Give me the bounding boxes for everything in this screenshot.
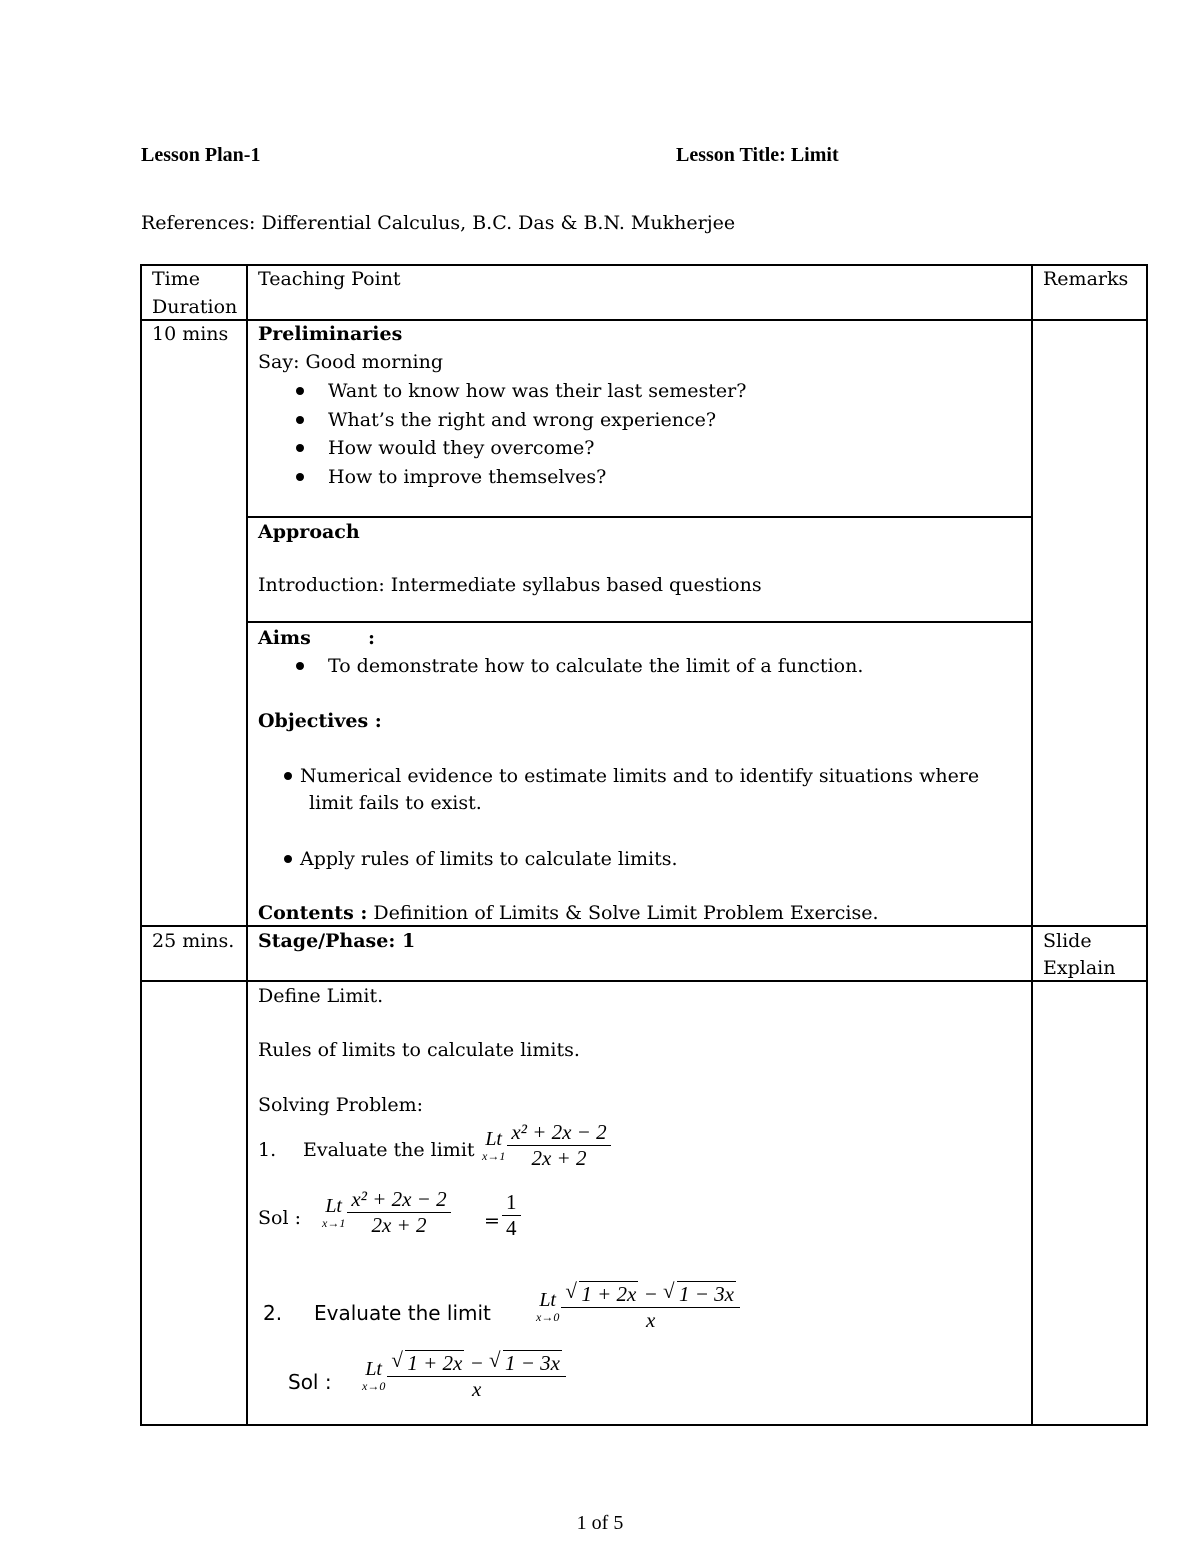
list-item: Apply rules of limits to calculate limits. <box>300 845 678 874</box>
problem1-expression: Lt x→1 $\frac{\text{x² + 2x − 2}}{2x + 2}$ <box>482 1120 611 1171</box>
list-item: How to improve themselves? <box>328 463 746 492</box>
row2-time: 25 mins. <box>152 930 235 952</box>
problem2-text: Evaluate the limit <box>314 1301 491 1325</box>
preliminaries-title: Preliminaries <box>258 323 403 345</box>
list-item: Numerical evidence to estimate limits and to identify situations where <box>300 762 979 791</box>
rules-limits: Rules of limits to calculate limits. <box>258 1039 580 1061</box>
aims-title: Aims <box>258 627 311 649</box>
problem1-solution-expression: Lt x→1 $\frac{\text{x² + 2x − 2}}{2x + 2}$ <box>322 1187 451 1238</box>
solving-problem: Solving Problem: <box>258 1094 423 1116</box>
problem1-number: 1. <box>258 1139 277 1161</box>
problem2-number: 2. <box>263 1301 283 1325</box>
row1-time: 10 mins <box>152 323 229 345</box>
header-time: Time <box>152 268 201 290</box>
problem1-sol-label: Sol : <box>258 1207 301 1229</box>
list-item: Want to know how was their last semester? <box>328 377 746 406</box>
header-teaching-point: Teaching Point <box>258 268 401 290</box>
approach-intro: Introduction: Intermediate syllabus based questions <box>258 574 762 596</box>
references: References: Differential Calculus, B.C. Das & B.N. Mukherjee <box>141 212 736 234</box>
problem1-text: Evaluate the limit <box>303 1139 475 1161</box>
list-item: To demonstrate how to calculate the limit of a function. <box>328 652 863 681</box>
problem1-equals: = <box>484 1210 500 1232</box>
preliminaries-list <box>328 377 746 491</box>
problem2-sol-label: Sol : <box>288 1370 332 1394</box>
stage-title: Stage/Phase: 1 <box>258 930 416 952</box>
problem2-solution-expression: Lt x→0 √ 1 + 2x − √ 1 − 3x x <box>362 1350 566 1402</box>
remarks-explain: Explain <box>1043 957 1116 979</box>
list-item: What’s the right and wrong experience? <box>328 406 746 435</box>
aims-colon: : <box>368 627 376 649</box>
problem2-expression: Lt x→0 √ 1 + 2x − √ 1 − 3x x <box>536 1281 740 1333</box>
list-item: How would they overcome? <box>328 434 746 463</box>
problem1-answer: $\frac{1}{4}$ <box>502 1190 521 1241</box>
contents-line <box>258 899 879 927</box>
say-greeting: Say: Good morning <box>258 351 444 373</box>
lesson-title: Lesson Title: Limit <box>676 144 839 166</box>
header-remarks: Remarks <box>1043 268 1129 290</box>
page-number: 1 of 5 <box>576 1512 624 1534</box>
aims-list <box>328 652 863 681</box>
contents-text: Definition of Limits & Solve Limit Problem Exercise. <box>367 902 879 924</box>
remarks-slide: Slide <box>1043 930 1092 952</box>
lesson-plan-label: Lesson Plan-1 <box>141 144 261 166</box>
header-duration: Duration <box>152 296 238 318</box>
define-limit: Define Limit. <box>258 985 384 1007</box>
objectives-list-2 <box>300 845 678 874</box>
objectives-list <box>300 762 979 791</box>
objectives-title: Objectives : <box>258 710 382 732</box>
contents-label: Contents : <box>258 902 368 924</box>
objective1-continuation: limit fails to exist. <box>309 792 482 814</box>
approach-title: Approach <box>258 521 360 543</box>
